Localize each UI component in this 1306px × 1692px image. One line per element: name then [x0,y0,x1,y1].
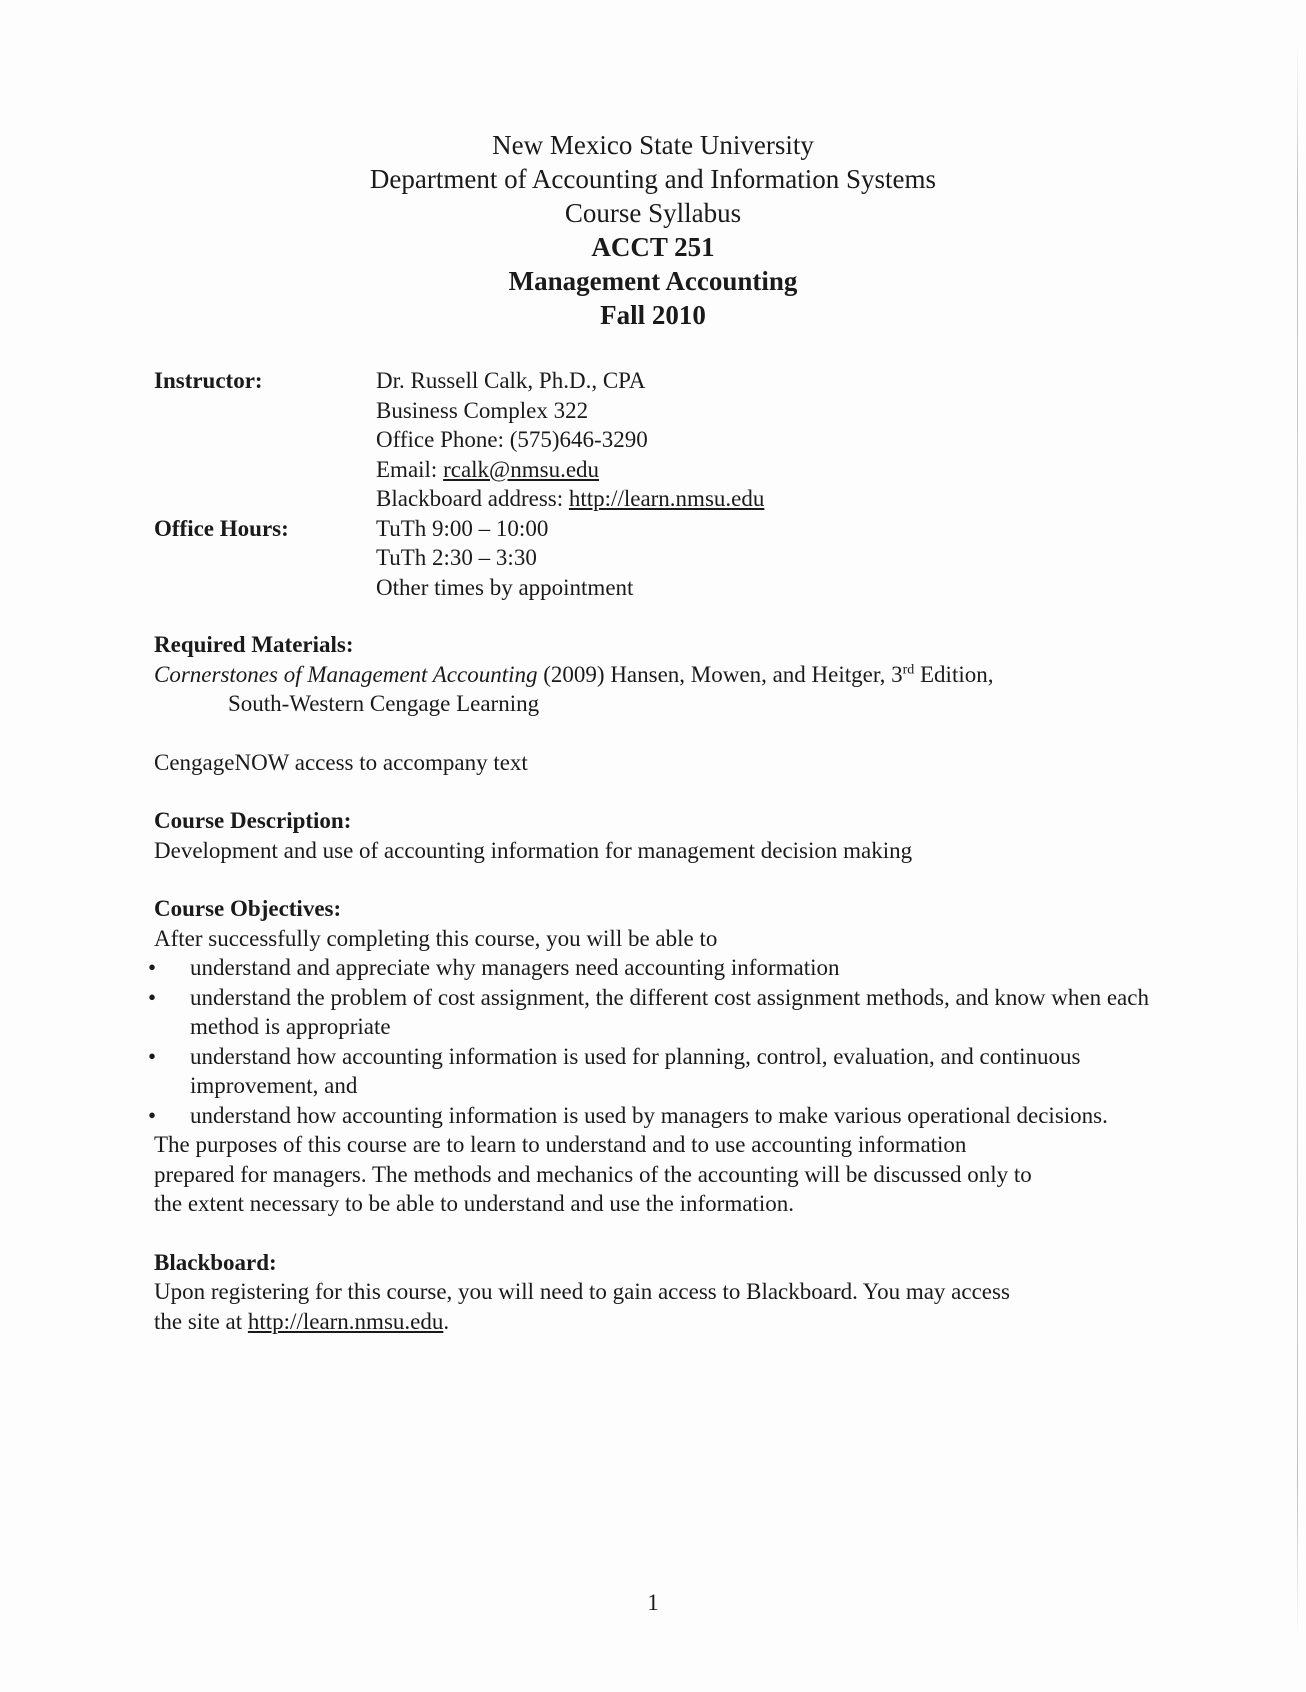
instructor-email-link[interactable]: rcalk@nmsu.edu [443,456,600,482]
instructor-phone: Office Phone: (575)646-3290 [376,427,648,452]
objective-text: understand how accounting information is used by managers to make various operational decisions. [190,1102,1108,1128]
bullet-icon: • [148,1102,157,1128]
list-item [148,1101,1154,1131]
objective-text: understand the problem of cost assignment, the different cost assignment methods, and know when each method is appropriate [190,984,1149,1039]
blackboard-site-link[interactable]: http://learn.nmsu.edu [247,1308,444,1334]
purpose-line: The purposes of this course are to learn to understand and to use accounting information [154,1132,967,1157]
instructor-name: Dr. Russell Calk, Ph.D., CPA [376,368,646,393]
university-name: New Mexico State University [492,130,814,160]
office-hours-line: TuTh 9:00 – 10:00 [376,515,549,541]
textbook-publisher: South-Western Cengage Learning [228,691,540,716]
blackboard-text-line: Upon registering for this course, you will need to gain access to Blackboard. You may access [154,1279,1010,1304]
textbook-line [154,660,1154,690]
blackboard-address-line [376,484,764,514]
syllabus-body [148,630,1154,1336]
office-hours-line: Other times by appointment [376,574,634,600]
edition-superscript: rd [902,661,915,677]
instructor-office: Business Complex 322 [376,397,589,423]
textbook-title: Cornerstones of Management Accounting [154,661,538,687]
instructor-row [154,366,764,514]
course-description-text: Development and use of accounting information for management decision making [154,837,913,863]
list-item [148,983,1154,1042]
textbook-details: (2009) Hansen, Mowen, and Heitger, 3 [537,661,903,687]
department-name: Department of Accounting and Information Systems [369,164,937,194]
office-hours-row [154,514,764,603]
objective-text: understand and appreciate why managers need accounting information [190,955,840,980]
list-item [148,953,1154,983]
office-hours-line: TuTh 2:30 – 3:30 [376,545,537,570]
bullet-icon: • [148,1043,157,1069]
blackboard-line-suffix: . [443,1308,450,1334]
page-number: 1 [647,1590,659,1615]
blackboard-address-link[interactable]: http://learn.nmsu.edu [568,486,765,511]
office-hours-label: Office Hours: [154,515,289,541]
document-type: Course Syllabus [564,198,742,228]
bullet-icon: • [148,984,157,1010]
required-materials-heading: Required Materials: [154,632,354,657]
objectives-list [148,953,1154,1130]
edition-suffix: Edition, [914,661,994,687]
list-item [148,1042,1154,1101]
syllabus-header [0,128,1306,332]
course-description-heading: Course Description: [154,808,352,833]
email-prefix: Email: [376,456,444,482]
purpose-line: prepared for managers. The methods and mechanics of the accounting will be discussed only to [154,1161,1032,1187]
office-hours-details [376,514,633,603]
objective-text: understand how accounting information is used for planning, control, evaluation, and continuous improvement, and [190,1043,1081,1098]
blackboard-line-prefix: the site at [154,1308,248,1334]
blackboard-heading: Blackboard: [154,1249,277,1275]
blackboard-text-line [154,1307,1154,1337]
bullet-icon: • [148,955,157,980]
course-name: Management Accounting [508,266,798,296]
course-code: ACCT 251 [591,232,715,262]
instructor-email-line [376,455,764,485]
cengagenow-line: CengageNOW access to accompany text [154,749,528,775]
contact-info [154,366,764,602]
purpose-line: the extent necessary to be able to understand and use the information. [154,1191,794,1216]
objectives-intro: After successfully completing this course, you will be able to [154,925,718,951]
blackboard-prefix: Blackboard address: [376,486,569,511]
instructor-details [376,366,764,514]
course-term: Fall 2010 [600,300,706,330]
instructor-label: Instructor: [154,368,263,393]
course-objectives-heading: Course Objectives: [154,896,342,921]
